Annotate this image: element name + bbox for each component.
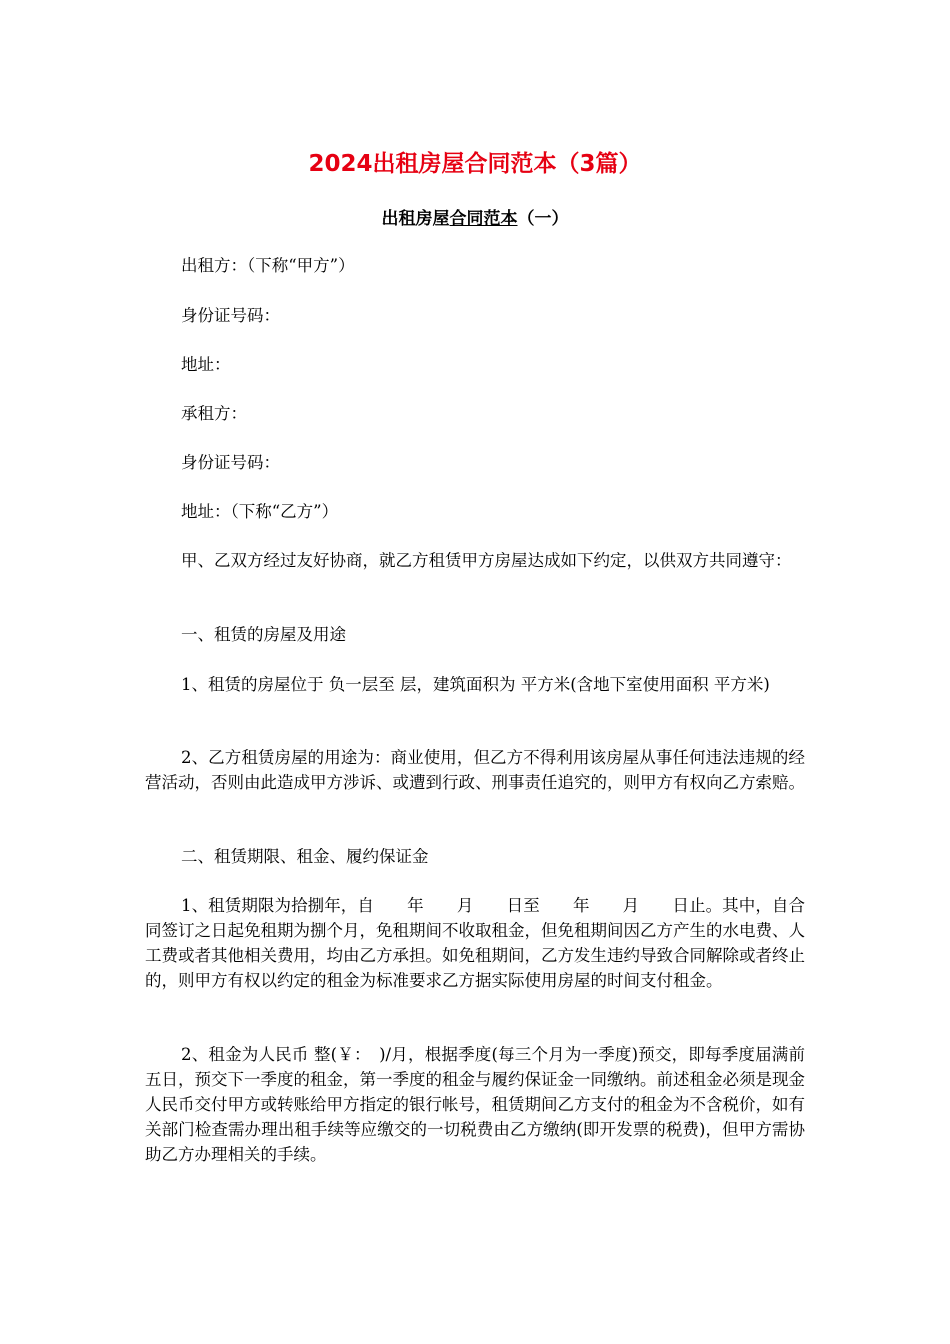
lessee-line: 承租方： <box>181 404 247 423</box>
lessee-address-line: 地址：（下称“乙方”） <box>181 502 339 521</box>
section-title <box>0 204 950 229</box>
clause-2-1: 1、租赁期限为拾捌年，自 年 月 日至 年 月 日止。其中，自合同签订之日起免租期为捌个月，免租期间不收取租金，但免租期间因乙方产生的水电费、人工费或者其他相关费用，均由乙方承担。如免租期间，乙方发生违约导致合同解除或者终止的，则甲方有权以约定的租金为标准要求乙方据实际使用房屋的时间支付租金。 <box>145 896 805 990</box>
clause-1-1: 1、租赁的房屋位于 负一层至 层，建筑面积为 平方米(含地下室使用面积 平方米) <box>181 675 770 694</box>
lessor-line: 出租方：（下称“甲方”） <box>181 256 355 275</box>
lessor-address-line: 地址： <box>181 355 231 374</box>
section-title-link[interactable]: 合同范本 <box>449 209 518 229</box>
clause-heading-1: 一、租赁的房屋及用途 <box>181 625 346 644</box>
preamble-paragraph: 甲、乙双方经过友好协商，就乙方租赁甲方房屋达成如下约定，以供双方共同遵守： <box>181 551 792 570</box>
section-title-part3: （一） <box>517 209 569 229</box>
clause-2-2: 2、租金为人民币 整(￥： )/月，根据季度(每三个月为一季度)预交，即每季度届满前五日，预交下一季度的租金，第一季度的租金与履约保证金一同缴纳。前述租金必须是现金人民币交付甲方或转账给甲方指定的银行帐号，租赁期间乙方支付的租金为不含税价，如有关部门检查需办理出租手续等应缴交的一切税费由乙方缴纳(即开发票的税费)，但甲方需协助乙方办理相关的手续。 <box>145 1045 805 1164</box>
lessee-id-line: 身份证号码： <box>181 453 280 472</box>
document-title: 2024出租房屋合同范本（3篇） <box>308 151 642 177</box>
clause-heading-2: 二、租赁期限、租金、履约保证金 <box>181 847 429 866</box>
section-title-part1: 出租房屋 <box>381 209 450 229</box>
lessor-id-line: 身份证号码： <box>181 306 280 325</box>
clause-1-2: 2、乙方租赁房屋的用途为：商业使用，但乙方不得利用该房屋从事任何违法违规的经营活动，否则由此造成甲方涉诉、或遭到行政、刑事责任追究的，则甲方有权向乙方索赔。 <box>145 748 805 792</box>
